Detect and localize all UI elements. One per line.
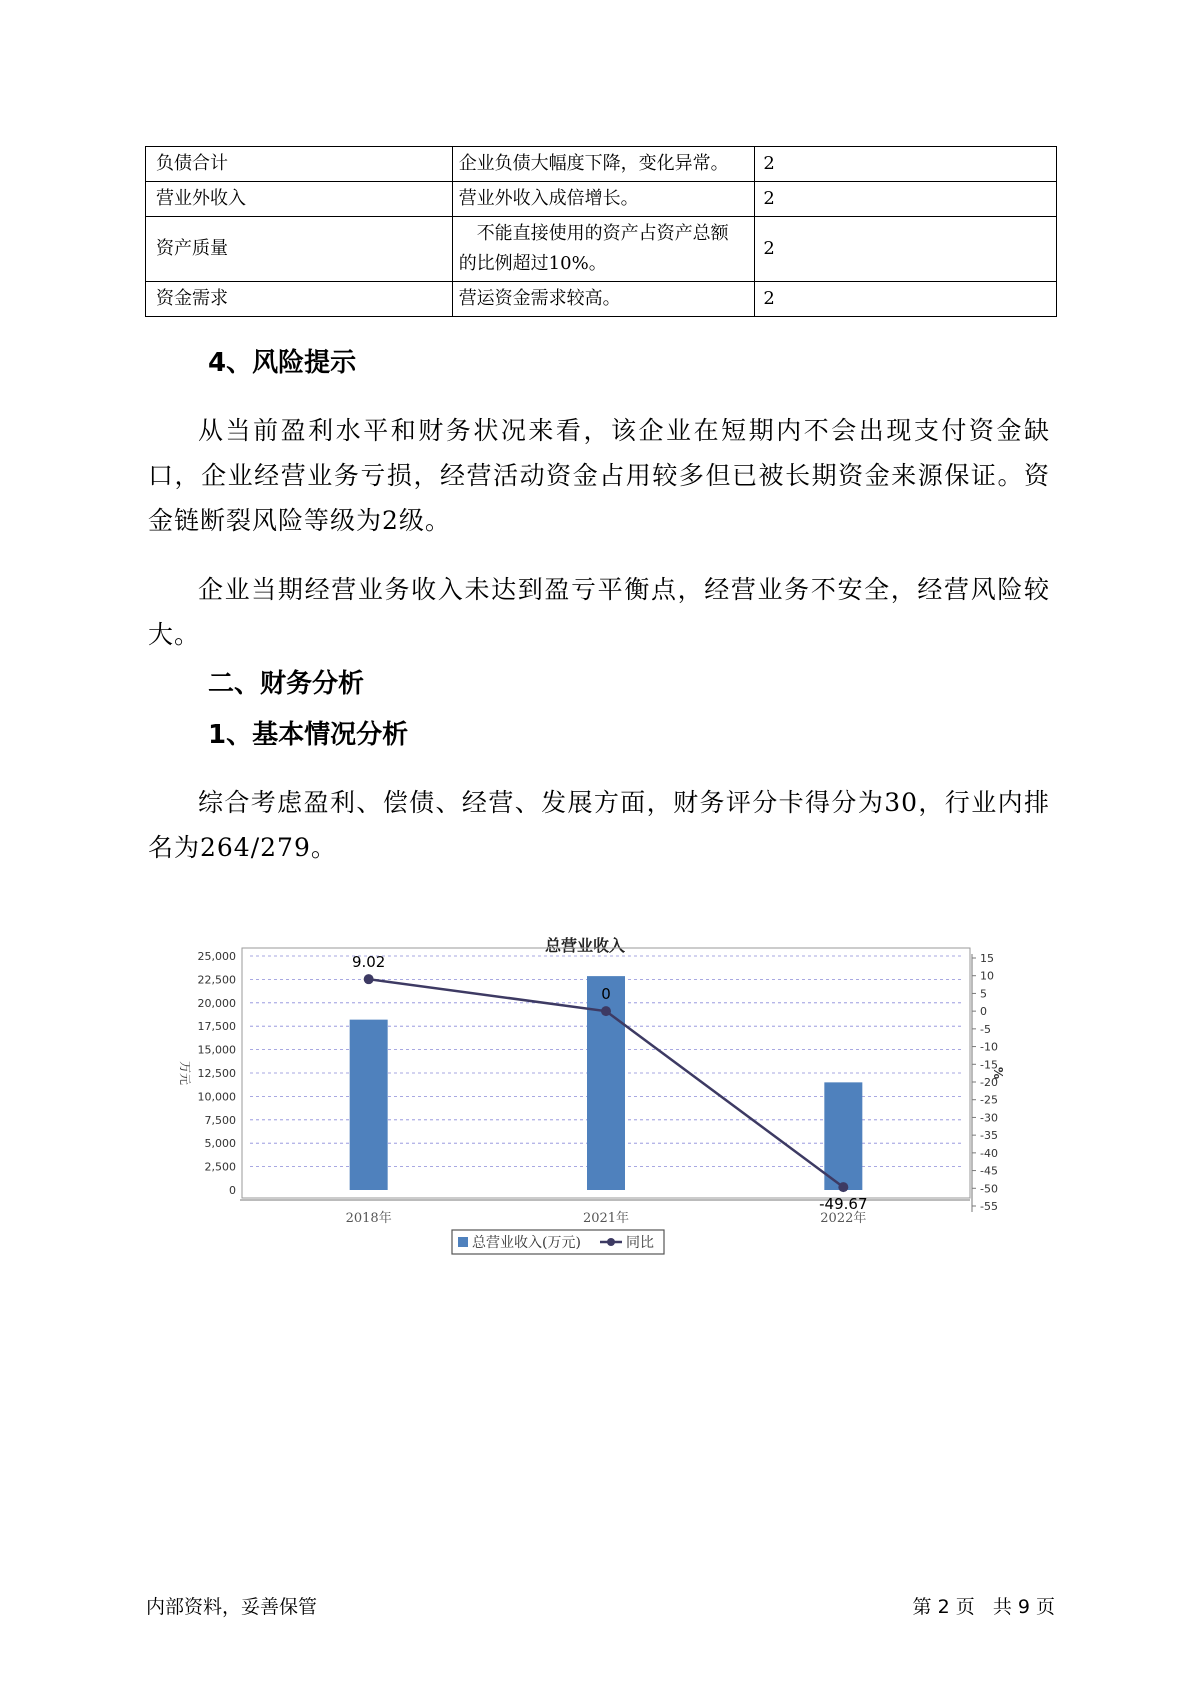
y-tick-label: 0 <box>229 1184 236 1197</box>
paragraph-risk-2: 企业当期经营业务收入未达到盈亏平衡点，经营业务不安全，经营风险较大。 <box>148 575 1050 649</box>
table-row <box>146 282 1057 317</box>
y-tick-label: 25,000 <box>197 950 236 963</box>
y2-tick-label: 0 <box>980 1005 987 1019</box>
revenue-chart <box>170 900 1005 1360</box>
y-tick-label: 17,500 <box>197 1020 236 1034</box>
paragraph-basic: 综合考虑盈利、偿债、经营、发展方面，财务评分卡得分为30，行业内排名为264/279。 <box>148 788 1050 862</box>
y2-tick-label: -25 <box>980 1093 998 1107</box>
y2-tick-label: 15 <box>980 952 994 965</box>
y2-tick-label: -50 <box>980 1182 998 1196</box>
table-cell-desc: 不能直接使用的资产占资产总额的比例超过10%。 <box>452 217 755 282</box>
y-tick-label: 10,000 <box>197 1090 236 1104</box>
section-heading-financial: 二、财务分析 <box>208 669 365 699</box>
table-cell-desc: 营运资金需求较高。 <box>452 282 755 317</box>
y2-tick-label: -20 <box>980 1076 998 1089</box>
y-axis-label: 万元 <box>178 1060 192 1086</box>
x-tick-label: 2021年 <box>582 1211 630 1226</box>
yoy-point <box>601 1006 611 1016</box>
y2-tick-label: -15 <box>980 1058 998 1072</box>
table-row <box>146 217 1057 282</box>
chart-title: 总营业收入 <box>544 936 626 955</box>
table-cell-item: 资产质量 <box>146 217 453 282</box>
yoy-data-label: -49.67 <box>819 1195 868 1214</box>
y2-tick-label: -45 <box>980 1164 998 1178</box>
table-cell-score: 2 <box>755 182 1057 217</box>
bar-2022年 <box>824 1082 862 1190</box>
page-label: 第 2 页 共 9 页 <box>912 1596 1055 1618</box>
legend-swatch-yoy-point <box>607 1238 615 1246</box>
y-tick-label: 5,000 <box>204 1137 236 1151</box>
footer-confidential: 内部资料，妥善保管 <box>146 1596 318 1618</box>
y2-tick-label: -35 <box>980 1129 998 1143</box>
table-cell-score: 2 <box>755 282 1057 317</box>
table-row <box>146 182 1057 217</box>
y2-tick-label: -55 <box>980 1200 998 1213</box>
y2-tick-label: -5 <box>980 1022 991 1036</box>
y-tick-label: 22,500 <box>197 973 236 987</box>
table-cell-score: 2 <box>755 217 1057 282</box>
legend-swatch-revenue <box>458 1237 468 1247</box>
y-tick-label: 20,000 <box>197 996 236 1010</box>
legend-label-yoy: 同比 <box>626 1235 654 1251</box>
x-tick-label: 2022年 <box>820 1211 867 1226</box>
table-cell-score: 2 <box>755 147 1057 182</box>
x-tick-label: 2018年 <box>345 1211 392 1226</box>
footer-page-number <box>913 1592 1055 1619</box>
table-cell-desc: 企业负债大幅度下降，变化异常。 <box>452 147 755 182</box>
risk-table <box>145 146 1057 317</box>
yoy-point <box>364 974 374 984</box>
bar-2018年 <box>350 1020 388 1190</box>
y-tick-label: 7,500 <box>204 1113 236 1127</box>
y2-tick-label: -10 <box>980 1040 998 1054</box>
y-tick-label: 2,500 <box>204 1160 236 1174</box>
yoy-point <box>838 1182 848 1192</box>
revenue-chart-svg <box>170 900 1005 1360</box>
y2-tick-label: 10 <box>980 969 994 983</box>
subsection-heading-basic: 1、基本情况分析 <box>208 720 409 750</box>
y2-axis-label: % <box>991 1066 1005 1080</box>
table-row <box>146 147 1057 182</box>
table-cell-item: 营业外收入 <box>146 182 453 217</box>
y2-tick-label: -30 <box>980 1111 998 1125</box>
yoy-data-label: 0 <box>601 985 611 1004</box>
y2-tick-label: -40 <box>980 1146 998 1160</box>
legend-label-revenue: 总营业收入(万元) <box>472 1235 581 1251</box>
table-cell-desc: 营业外收入成倍增长。 <box>452 182 755 217</box>
y2-tick-label: 5 <box>980 987 987 1001</box>
y-tick-label: 15,000 <box>197 1043 236 1057</box>
paragraph-risk-1: 从当前盈利水平和财务状况来看，该企业在短期内不会出现支付资金缺口，企业经营业务亏损，经营活动资金占用较多但已被长期资金来源保证。资金链断裂风险等级为2级。 <box>148 416 1050 535</box>
y-tick-label: 12,500 <box>197 1067 236 1080</box>
yoy-data-label: 9.02 <box>351 953 386 972</box>
section-heading-risk: 4、风险提示 <box>208 348 357 378</box>
table-cell-item: 资金需求 <box>146 282 453 317</box>
table-cell-item: 负债合计 <box>146 147 453 182</box>
